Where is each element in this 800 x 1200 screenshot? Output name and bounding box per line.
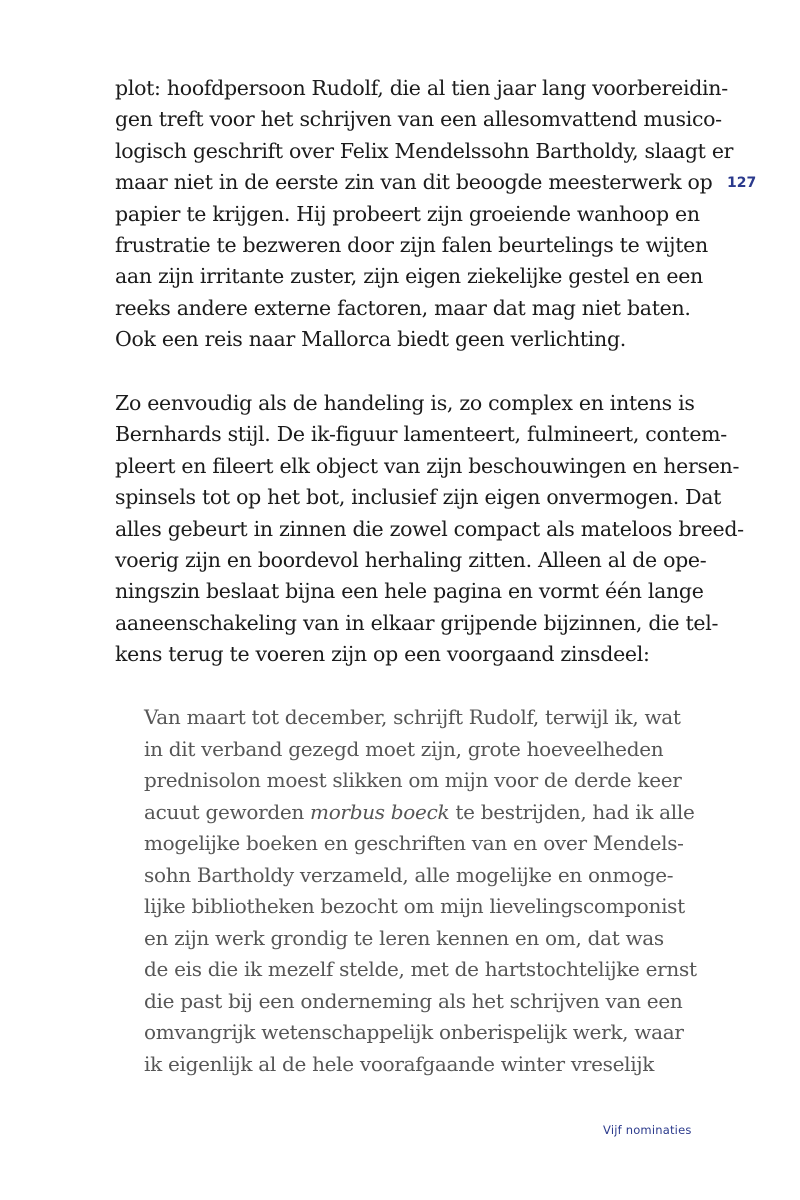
quote-line: omvangrijk wetenschappelijk onberispelijk werk, waar — [144, 1020, 684, 1044]
text-line: papier te krijgen. Hij probeert zijn groeiende wanhoop en — [115, 201, 700, 226]
text-line: Ook een reis naar Mallorca biedt geen verlichting. — [115, 327, 626, 352]
text-line: kens terug te voeren zijn op een voorgaand zinsdeel: — [115, 642, 650, 667]
paragraph-1 — [115, 73, 734, 356]
running-footer: Vijf nominaties — [603, 1123, 692, 1137]
italic-term: morbus boeck — [310, 799, 450, 824]
text-line: alles gebeurt in zinnen die zowel compact als mateloos breed- — [115, 516, 744, 541]
text-line: voerig zijn en boordevol herhaling zitten. Alleen al de ope- — [115, 548, 707, 573]
text-line: gen treft voor het schrijven van een allesomvattend musico- — [115, 107, 722, 132]
text-line: reeks andere externe factoren, maar dat mag niet baten. — [115, 295, 691, 320]
text-line: aan zijn irritante zuster, zijn eigen ziekelijke gestel en een — [115, 264, 703, 289]
quote-line: Van maart tot december, schrijft Rudolf, terwijl ik, wat — [144, 705, 681, 729]
text-line: maar niet in de eerste zin van dit beoogde meesterwerk op — [115, 170, 713, 195]
quote-line: in dit verband gezegd moet zijn, grote hoeveelheden — [144, 736, 664, 761]
quote-line: prednisolon moest slikken om mijn voor de derde keer — [144, 768, 682, 792]
quote-line: mogelijke boeken en geschriften van en over Mendels- — [144, 831, 684, 855]
text-line: pleert en fileert elk object van zijn beschouwingen en hersen- — [115, 453, 740, 478]
quote-line: de eis die ik mezelf stelde, met de hartstochtelijke ernst — [144, 957, 697, 981]
quote-text: acuut geworden — [144, 799, 311, 824]
quote-text: te bestrijden, had ik alle — [449, 799, 695, 824]
quote-line: die past bij een onderneming als het schrijven van een — [144, 988, 683, 1013]
text-line: Bernhards stijl. De ik-figuur lamenteert, fulmineert, contem- — [115, 422, 727, 447]
text-line: ningszin beslaat bijna een hele pagina en vormt één lange — [115, 579, 704, 604]
paragraph-2 — [115, 388, 744, 671]
text-line: plot: hoofdpersoon Rudolf, die al tien jaar lang voorbereidin- — [115, 76, 728, 100]
quote-line: ik eigenlijk al de hele voorafgaande winter vreselijk — [144, 1051, 655, 1076]
quote-line: en zijn werk grondig te leren kennen en om, dat was — [144, 925, 664, 950]
block-quote — [144, 702, 697, 1080]
text-line: frustratie te bezweren door zijn falen beurtelings te wijten — [115, 233, 708, 258]
quote-line: lijke bibliotheken bezocht om mijn lievelingscomponist — [144, 894, 685, 918]
quote-line: sohn Bartholdy verzameld, alle mogelijke en onmoge- — [144, 862, 674, 887]
text-line: logisch geschrift over Felix Mendelssohn Bartholdy, slaagt er — [115, 138, 734, 163]
text-line: Zo eenvoudig als de handeling is, zo complex en intens is — [115, 391, 695, 415]
text-line: aaneenschakeling van in elkaar grijpende bijzinnen, die tel- — [115, 610, 719, 635]
page-number: 127 — [727, 175, 757, 191]
text-line: spinsels tot op het bot, inclusief zijn eigen onvermogen. Dat — [115, 485, 722, 510]
quote-line — [144, 797, 695, 829]
